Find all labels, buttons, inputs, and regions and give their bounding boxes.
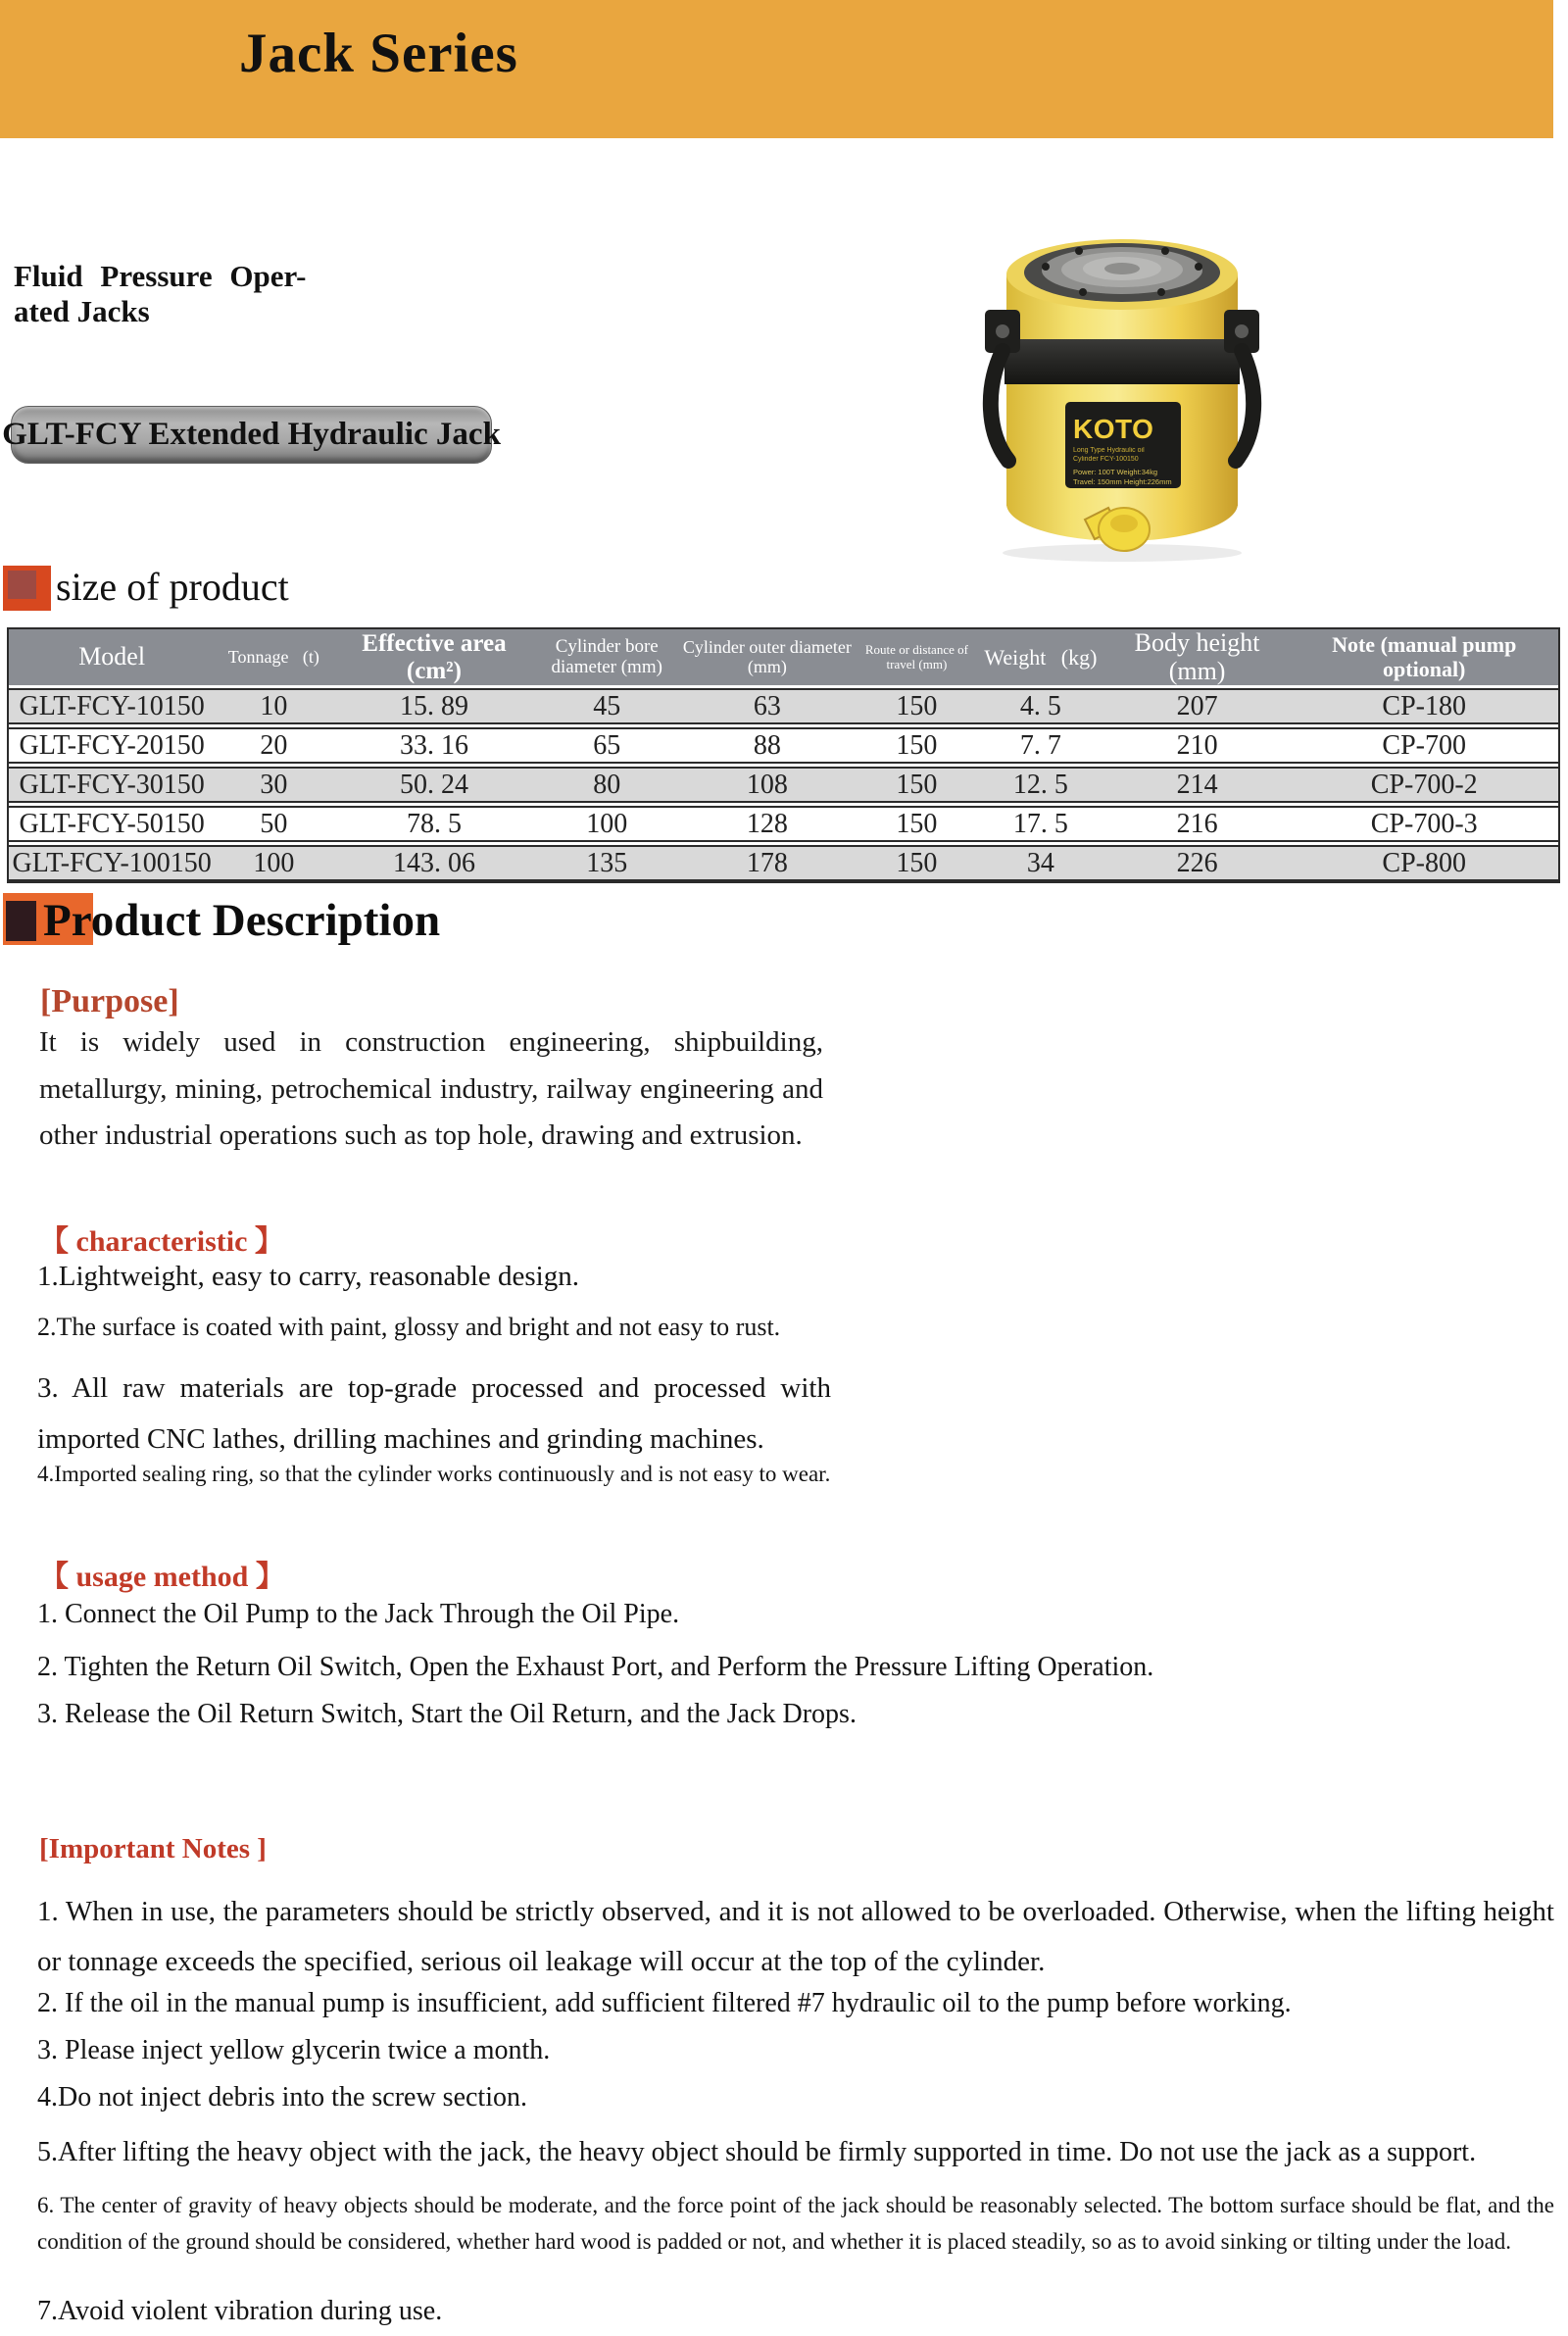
column-header-bore-diameter: Cylinder bore diameter (mm) <box>536 629 678 685</box>
important-notes-heading: [Important Notes ] <box>39 1833 267 1864</box>
table-cell: 80 <box>536 767 678 803</box>
intro-heading-line2: ated Jacks <box>14 294 150 328</box>
brand-text: KOTO <box>1073 414 1154 444</box>
table-cell: 78. 5 <box>332 806 535 842</box>
model-banner-label: GLT-FCY Extended Hydraulic Jack <box>2 417 501 452</box>
characteristic-item: 3. All raw materials are top-grade processed and processed with imported CNC lathes, drilling machines and grinding machines. <box>37 1372 831 1455</box>
table-cell: 135 <box>536 845 678 881</box>
intro-heading <box>14 259 306 329</box>
column-header-outer-diameter: Cylinder outer diameter (mm) <box>678 629 857 685</box>
column-header-model: Model <box>9 629 215 685</box>
table-cell: 178 <box>678 845 857 881</box>
table-cell: 7. 7 <box>977 727 1104 764</box>
jack-top-saddle <box>1024 243 1220 302</box>
table-cell: 100 <box>536 806 678 842</box>
important-note-item: 6. The center of gravity of heavy objects should be moderate, and the force point of the jack should be reasonably selected. The bottom surface should be flat, and the condition of the ground should be considered, whether hard wood is padded or not, and whether it is placed steadily, so as to avoid sinking or tilting under the load. <box>37 2193 1554 2254</box>
table-cell: 30 <box>215 767 332 803</box>
table-cell: 210 <box>1104 727 1291 764</box>
column-header-note: Note (manual pump optional) <box>1290 629 1558 685</box>
model-banner <box>2 406 501 464</box>
characteristic-heading: 【 characteristic 】 <box>39 1225 284 1258</box>
table-cell: CP-180 <box>1290 688 1558 724</box>
table-cell: GLT-FCY-20150 <box>9 727 215 764</box>
table-cell: 108 <box>678 767 857 803</box>
column-header-travel: Route or distance of travel (mm) <box>857 629 977 685</box>
table-cell: 88 <box>678 727 857 764</box>
label-line3: Power: 100T Weight:34kg <box>1073 468 1158 476</box>
table-cell: 150 <box>857 806 977 842</box>
table-cell: 50 <box>215 806 332 842</box>
characteristic-item: 1.Lightweight, easy to carry, reasonable design. <box>37 1261 579 1292</box>
jack-label <box>1065 402 1181 488</box>
description-section-bullet-inner <box>6 901 36 941</box>
column-header-weight: Weight (kg) <box>977 629 1104 685</box>
label-line1: Long Type Hydraulic oil <box>1073 447 1145 454</box>
column-header-body-height: Body height (mm) <box>1104 629 1291 685</box>
table-cell: 150 <box>857 845 977 881</box>
characteristic-item: 4.Imported sealing ring, so that the cylinder works continuously and is not easy to wear. <box>37 1462 831 1486</box>
usage-method-item: 3. Release the Oil Return Switch, Start the Oil Return, and the Jack Drops. <box>37 1699 857 1729</box>
important-note-item: 2. If the oil in the manual pump is insufficient, add sufficient filtered #7 hydraulic oil to the pump before working. <box>37 1988 1292 2018</box>
product-photo <box>975 214 1269 565</box>
spec-table <box>9 626 1558 884</box>
table-cell: 150 <box>857 688 977 724</box>
size-section-bullet-inner <box>8 571 36 599</box>
important-note-item: 1. When in use, the parameters should be strictly observed, and it is not allowed to be overloaded. Otherwise, when the lifting height or tonnage exceeds the specified, serious oil leakage will occur at the top of the cylinder. <box>37 1896 1554 1977</box>
table-cell: 65 <box>536 727 678 764</box>
size-section-heading: size of product <box>56 565 289 609</box>
jack-band <box>1004 339 1240 384</box>
usage-method-item: 1. Connect the Oil Pump to the Jack Through the Oil Pipe. <box>37 1599 680 1629</box>
table-cell: 12. 5 <box>977 767 1104 803</box>
table-cell: 33. 16 <box>332 727 535 764</box>
table-cell: CP-700-2 <box>1290 767 1558 803</box>
page-title: Jack Series <box>239 23 518 84</box>
table-row <box>9 767 1558 803</box>
table-row <box>9 806 1558 842</box>
table-row <box>9 845 1558 881</box>
table-cell: 226 <box>1104 845 1291 881</box>
table-cell: GLT-FCY-10150 <box>9 688 215 724</box>
column-header-effective-area: Effective area (cm²) <box>332 629 535 685</box>
label-line4: Travel: 150mm Height:226mm <box>1073 477 1172 486</box>
table-cell: 207 <box>1104 688 1291 724</box>
column-header-tonnage: Tonnage (t) <box>215 629 332 685</box>
purpose-body: It is widely used in construction engineering, shipbuilding, metallurgy, mining, petrochemical industry, railway engineering and other industrial operations such as top hole, drawing and extrusion. <box>39 1026 823 1151</box>
description-section-heading: Product Description <box>43 895 441 946</box>
usage-method-heading: 【 usage method 】 <box>39 1561 285 1593</box>
characteristic-item: 2.The surface is coated with paint, glossy and bright and not easy to rust. <box>37 1313 781 1341</box>
table-row <box>9 727 1558 764</box>
table-row <box>9 688 1558 724</box>
table-cell: 214 <box>1104 767 1291 803</box>
spec-table-wrap <box>7 627 1560 883</box>
label-line2: Cylinder FCY-100150 <box>1073 456 1139 463</box>
important-note-item: 7.Avoid violent vibration during use. <box>37 2296 443 2326</box>
table-cell: 10 <box>215 688 332 724</box>
table-cell: 45 <box>536 688 678 724</box>
table-cell: 4. 5 <box>977 688 1104 724</box>
table-cell: 150 <box>857 767 977 803</box>
important-note-item: 3. Please inject yellow glycerin twice a month. <box>37 2035 551 2065</box>
table-cell: 50. 24 <box>332 767 535 803</box>
important-note-item: 4.Do not inject debris into the screw section. <box>37 2082 527 2112</box>
spec-table-header-row <box>9 629 1558 685</box>
table-cell: CP-700 <box>1290 727 1558 764</box>
usage-method-item: 2. Tighten the Return Oil Switch, Open the Exhaust Port, and Perform the Pressure Lifting Operation. <box>37 1652 1154 1682</box>
jack-illustration <box>975 214 1269 565</box>
purpose-heading: [Purpose] <box>40 983 179 1019</box>
table-cell: 128 <box>678 806 857 842</box>
table-cell: 15. 89 <box>332 688 535 724</box>
table-cell: 63 <box>678 688 857 724</box>
important-note-item: 5.After lifting the heavy object with the jack, the heavy object should be firmly supported in time. Do not use the jack as a support. <box>37 2137 1477 2167</box>
table-cell: GLT-FCY-30150 <box>9 767 215 803</box>
table-cell: 150 <box>857 727 977 764</box>
table-cell: 143. 06 <box>332 845 535 881</box>
table-cell: 216 <box>1104 806 1291 842</box>
table-cell: 100 <box>215 845 332 881</box>
table-cell: 20 <box>215 727 332 764</box>
intro-heading-line1: Fluid Pressure Oper- <box>14 259 307 293</box>
table-cell: GLT-FCY-50150 <box>9 806 215 842</box>
table-cell: 17. 5 <box>977 806 1104 842</box>
table-cell: CP-700-3 <box>1290 806 1558 842</box>
table-cell: GLT-FCY-100150 <box>9 845 215 881</box>
table-cell: CP-800 <box>1290 845 1558 881</box>
title-banner <box>0 0 1553 138</box>
table-cell: 34 <box>977 845 1104 881</box>
